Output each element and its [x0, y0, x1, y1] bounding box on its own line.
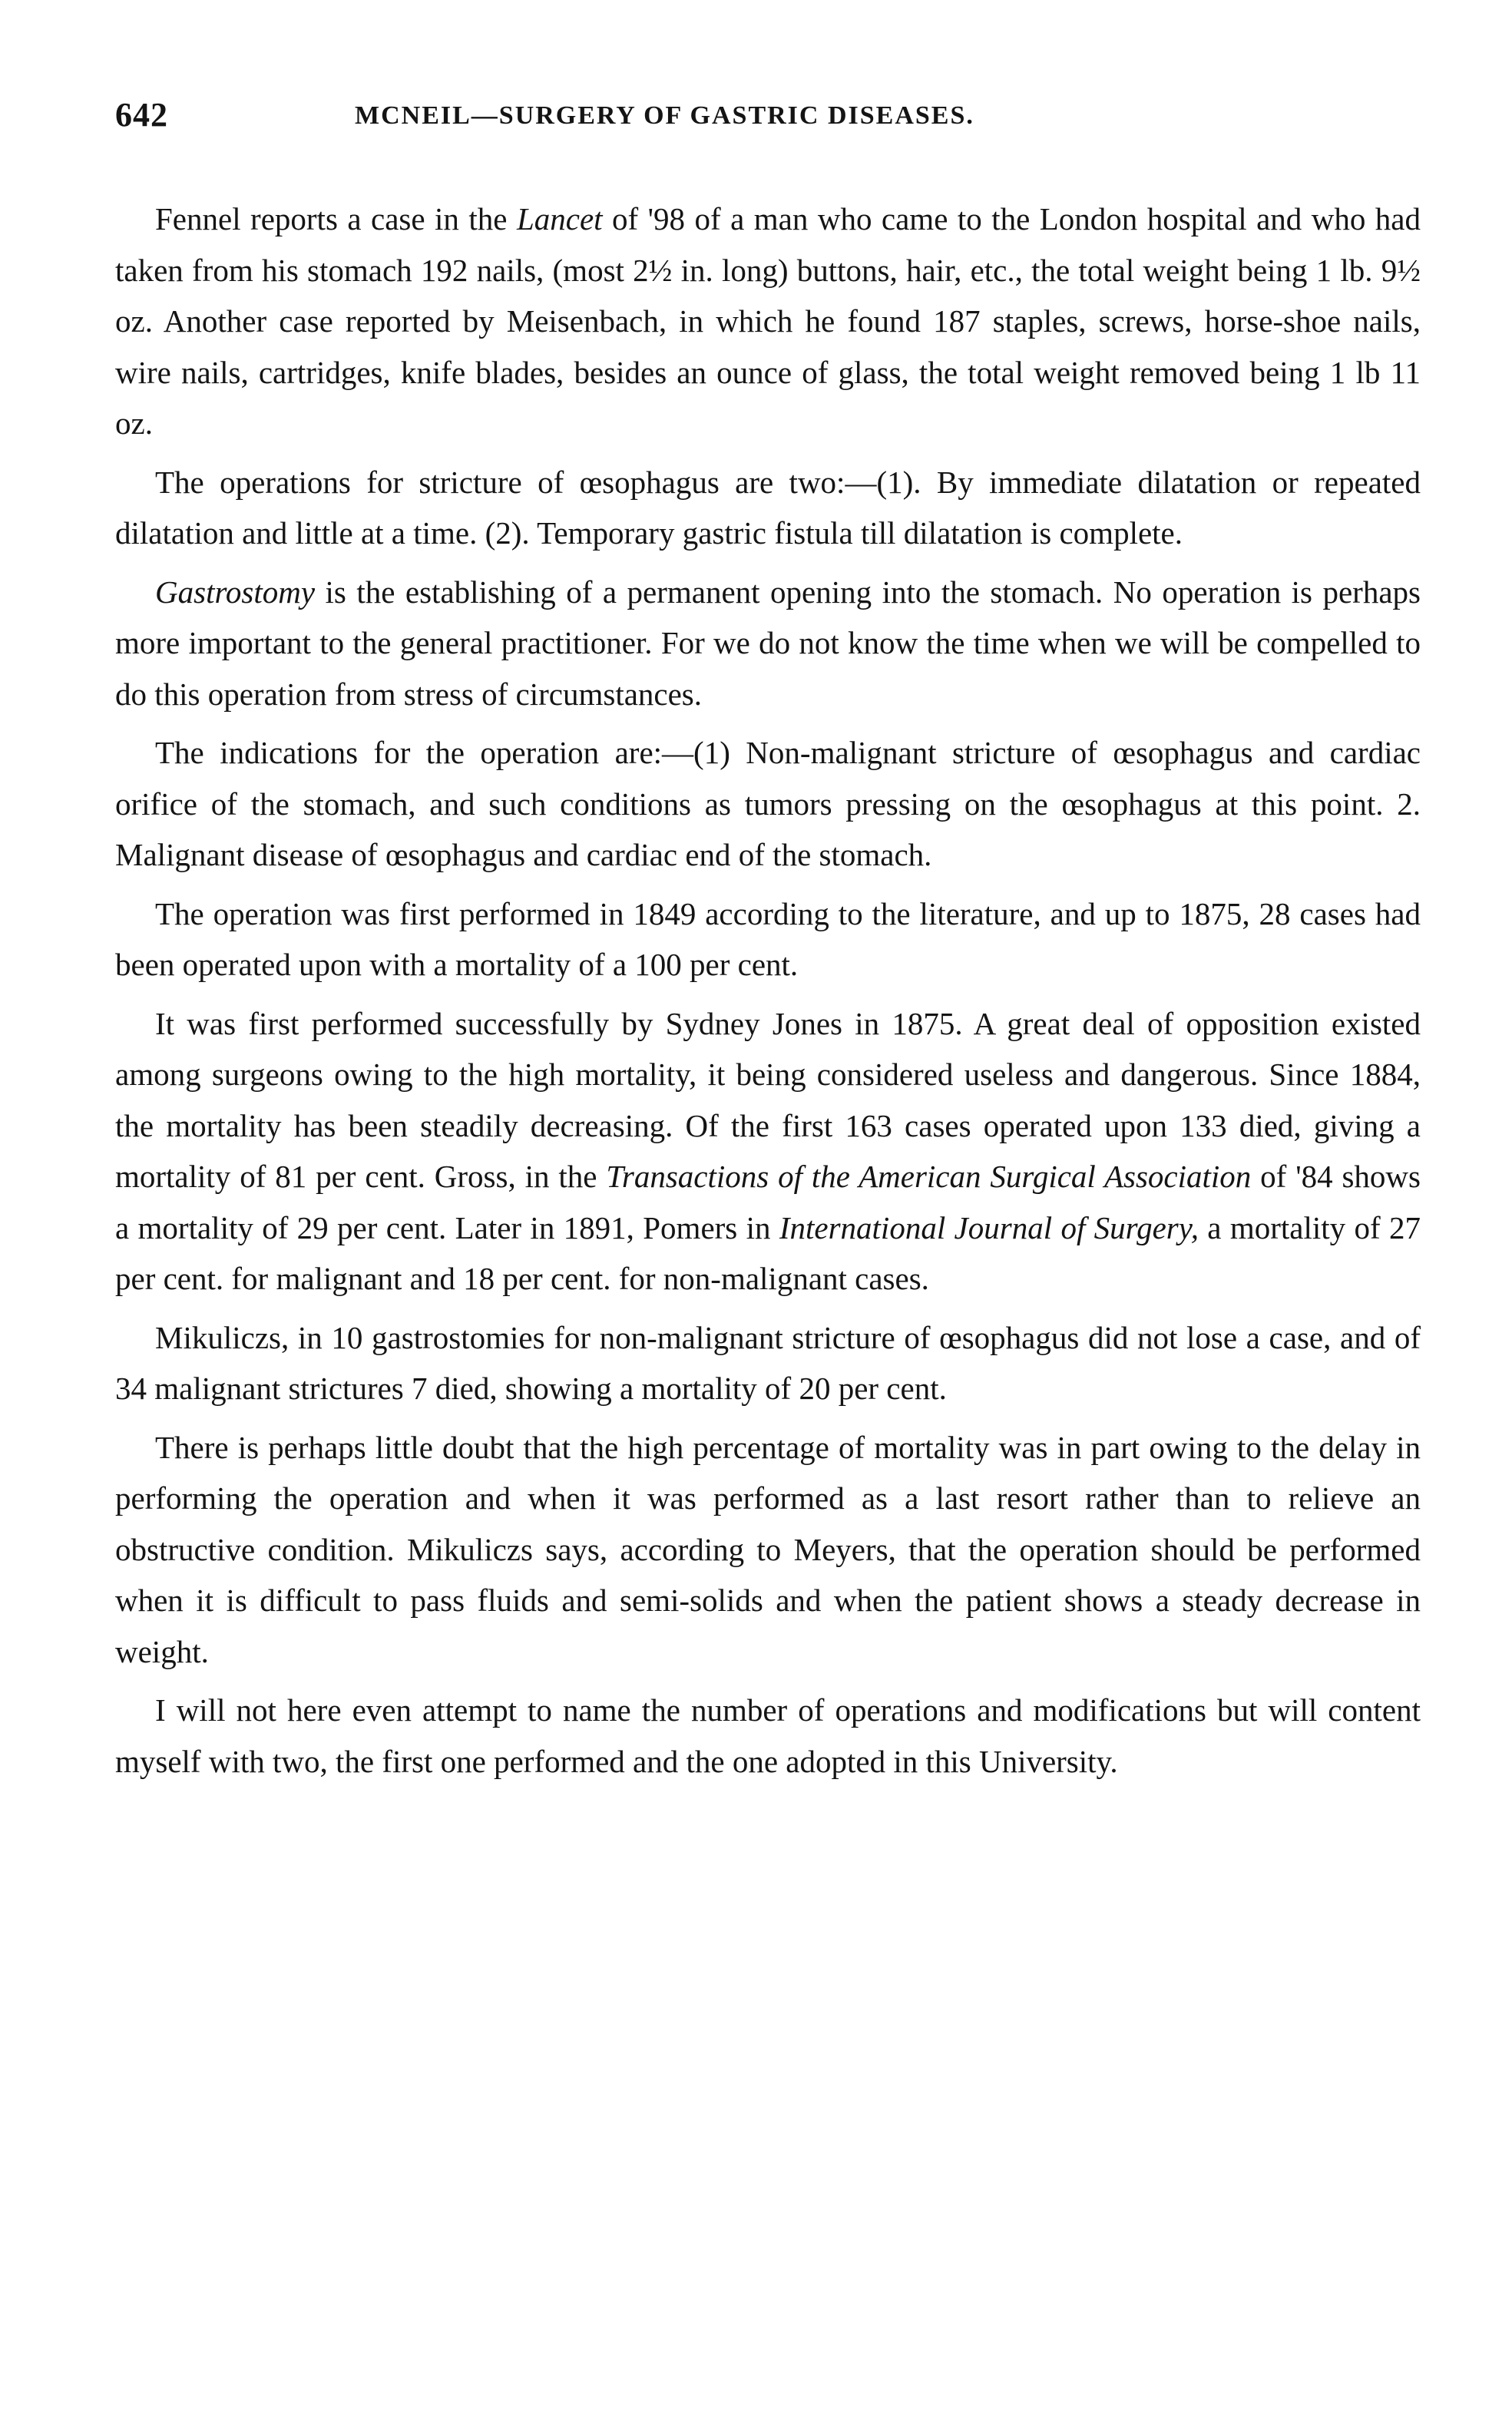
paragraph-foreign-bodies	[115, 193, 1421, 449]
journal-title: Transactions of the American Surgical Association	[606, 1159, 1252, 1194]
running-head: MCNEIL—SURGERY OF GASTRIC DISEASES.	[355, 101, 974, 130]
paragraph-mikuliczs-results	[115, 1312, 1421, 1414]
paragraph-history	[115, 888, 1421, 991]
text-segment: Fennel reports a case in the	[155, 201, 517, 236]
text-segment: The operations for stricture of œsophagus are two:—(1). By immediate dilatation or repeated dilatation and little at a time. (2). Temporary gastric fistula till dilatation is complete.	[115, 464, 1421, 551]
paragraph-stricture-operations	[115, 457, 1421, 559]
paragraph-gastrostomy-definition	[115, 567, 1421, 720]
document-page	[115, 95, 1421, 1794]
page-number: 642	[115, 96, 168, 134]
paragraph-indications	[115, 727, 1421, 881]
text-segment: of '84 shows a mortality of 29 per cent. Later in 1891, Pomers in	[115, 1159, 1421, 1245]
text-segment: The operation was first performed in 1849 according to the literature, and up to 1875, 28 cases had been operated upon with a mortality of a 100 per cent.	[115, 895, 1421, 982]
journal-title: Lancet	[516, 201, 603, 236]
text-segment: I will not here even attempt to name the number of operations and modifications but will content myself with two, the first one performed and the one adopted in this University.	[115, 1692, 1421, 1779]
page-header	[115, 95, 1421, 149]
paragraph-mortality	[115, 998, 1421, 1305]
text-segment: Mikuliczs, in 10 gastrostomies for non-malignant stricture of œsophagus did not lose a case, and of 34 malignant strictures 7 died, showing a mortality of 20 per cent.	[115, 1319, 1421, 1406]
journal-title: International Journal of Surgery,	[779, 1209, 1199, 1245]
text-segment: There is perhaps little doubt that the high percentage of mortality was in part owing to the delay in performing the operation and when it was performed as a last resort rather than to relieve an obstructive condition. Mikuliczs says, according to Meyers, that the operation should be performed when it is difficult to pass fluids and semi-solids and when the patient shows a steady decrease in weight.	[115, 1429, 1421, 1669]
text-segment: The indications for the operation are:—(1) Non-malignant stricture of œsophagus and cardiac orifice of the stomach, and such conditions as tumors pressing on the œsophagus at this point. 2. Malignant disease of œsophagus and cardiac end of the stomach.	[115, 735, 1421, 872]
text-segment: is the establishing of a permanent opening into the stomach. No operation is perhaps more important to the general practitioner. For we do not know the time when we will be compelled to do this operation from stress of circumstances.	[115, 574, 1421, 712]
body-text	[115, 193, 1421, 1787]
paragraph-conclusion	[115, 1685, 1421, 1787]
text-segment: a mortality of 27 per cent. for malignant and 18 per cent. for non-malignant cases.	[115, 1209, 1421, 1296]
text-segment: of '98 of a man who came to the London hospital and who had taken from his stomach 192 nails, (most 2½ in. long) buttons, hair, etc., the total weight being 1 lb. 9½ oz. Another case reported by Meisenbach, in which he found 187 staples, screws, horse-shoe nails, wire nails, cartridges, knife blades, besides an ounce of glass, the total weight removed being 1 lb 11 oz.	[115, 201, 1421, 441]
term-gastrostomy: Gastrostomy	[155, 574, 316, 610]
paragraph-delay	[115, 1422, 1421, 1678]
text-segment: It was first performed successfully by Sydney Jones in 1875. A great deal of opposition existed among surgeons owing to the high mortality, it being considered useless and dangerous. Since 1884, the mortality has been steadily decreasing. Of the first 163 cases operated upon 133 died, giving a mortality of 81 per cent. Gross, in the	[115, 1005, 1421, 1194]
